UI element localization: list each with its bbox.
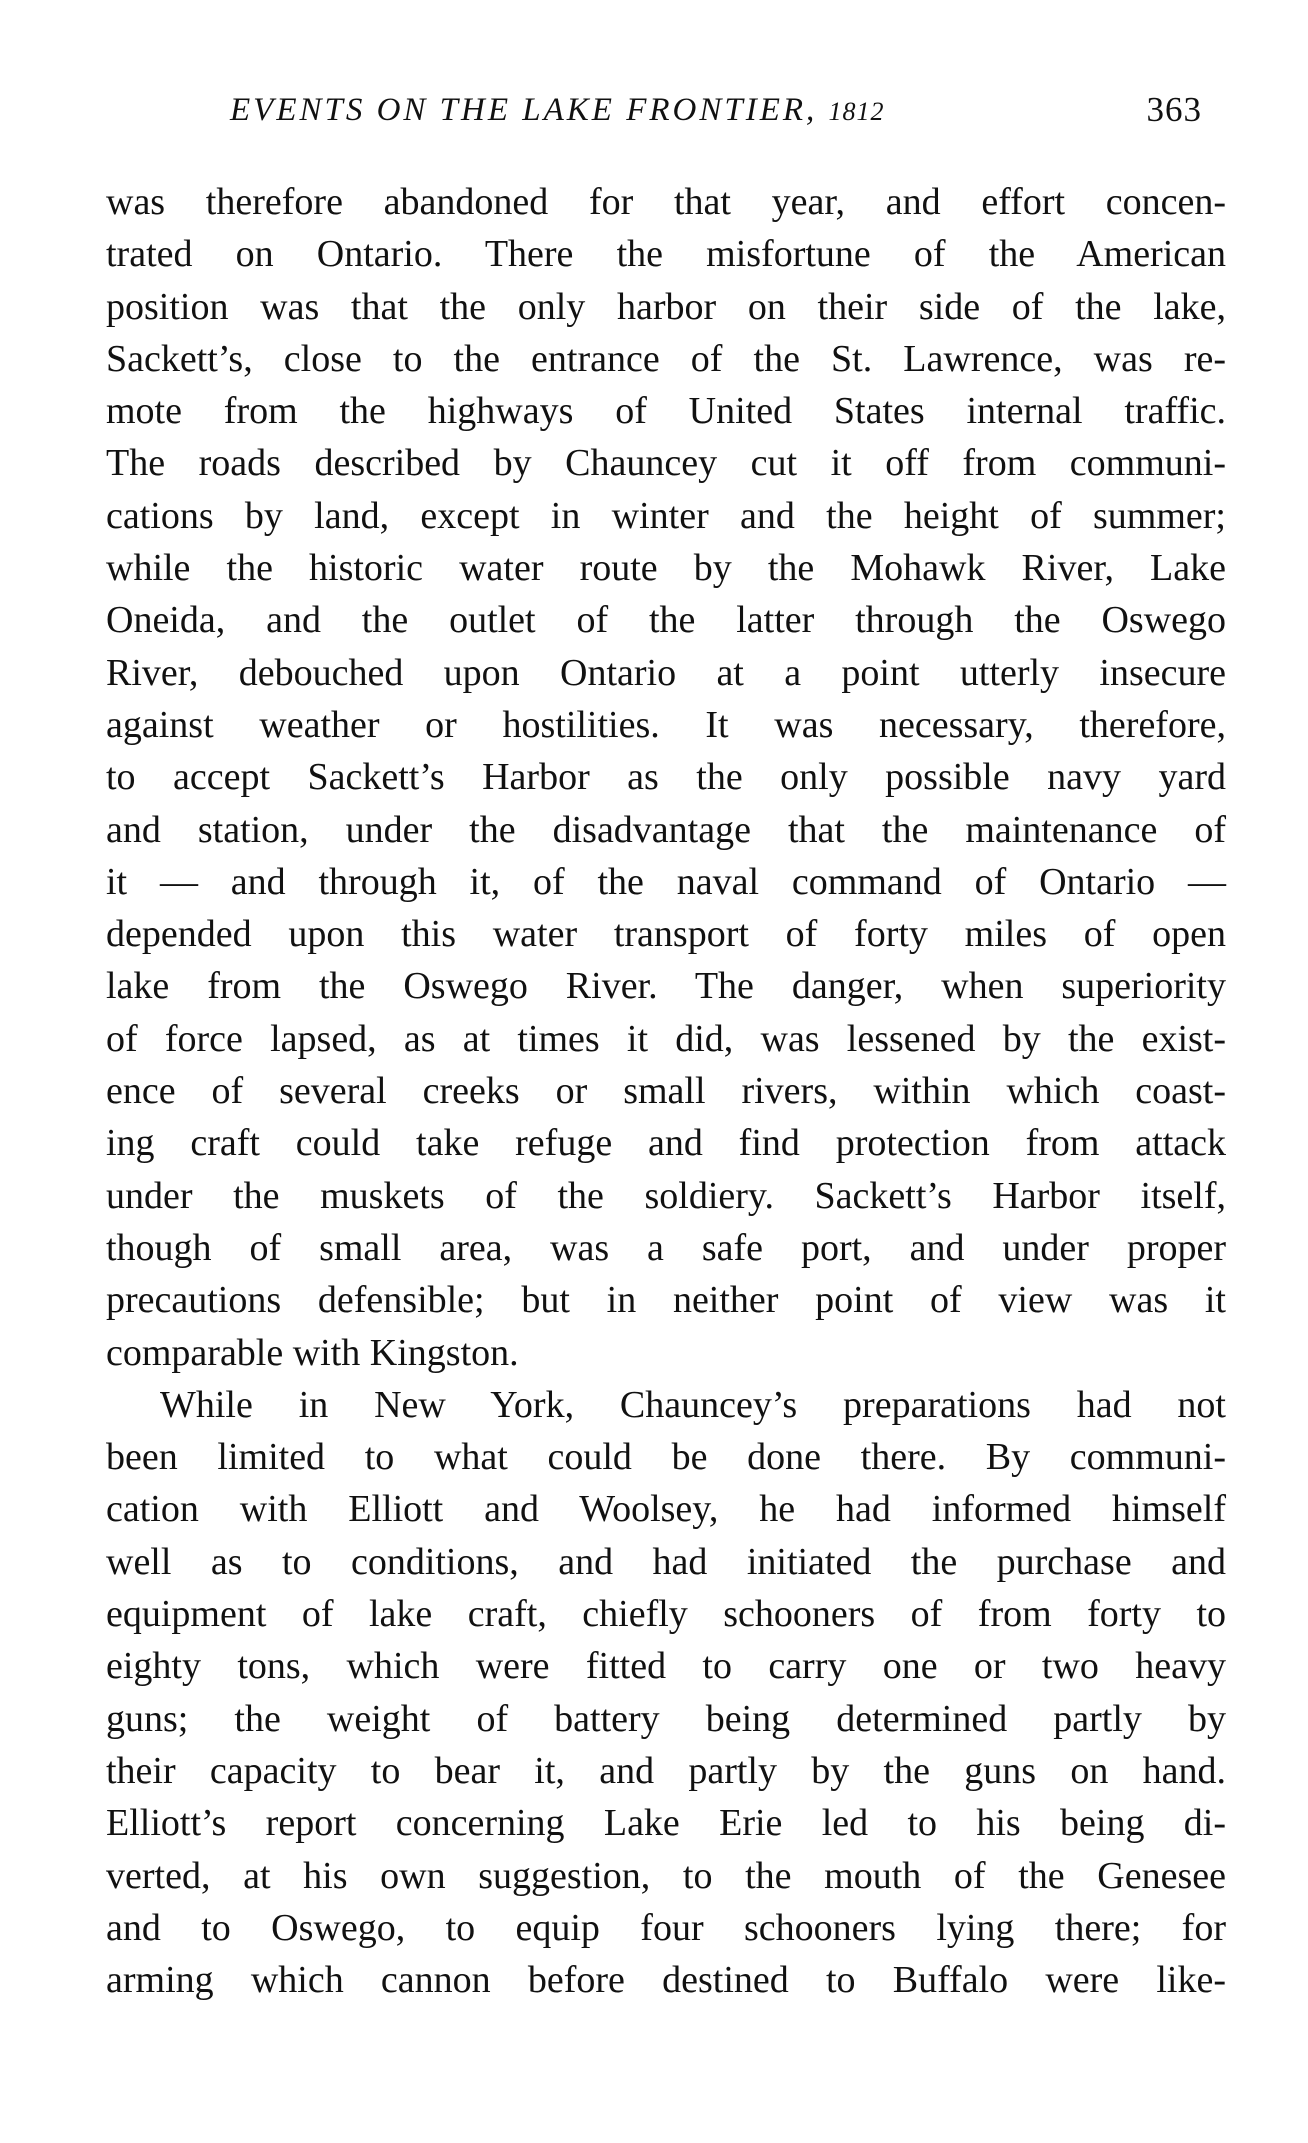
text-line: The roads described by Chauncey cut it off from communi- [106, 442, 1226, 485]
text-line: under the muskets of the soldiery. Sackett’s Harbor itself, [106, 1174, 1226, 1217]
text-line: been limited to what could be done there. By communi- [106, 1436, 1226, 1479]
text-line: and station, under the disadvantage that the maintenance of [106, 808, 1226, 851]
page-number: 363 [1146, 90, 1202, 129]
text-line: equipment of lake craft, chiefly schooners of from forty to [106, 1593, 1226, 1636]
text-line: to accept Sackett’s Harbor as the only possible navy yard [106, 756, 1226, 799]
text-line: their capacity to bear it, and partly by the guns on hand. [106, 1749, 1226, 1792]
running-title-year: 1812 [828, 97, 885, 126]
text-line: comparable with Kingston. [106, 1331, 519, 1374]
text-line: mote from the highways of United States internal traffic. [106, 390, 1226, 433]
text-line: ing craft could take refuge and find protection from attack [106, 1122, 1226, 1165]
text-line: While in New York, Chauncey’s preparations had not [160, 1383, 1226, 1426]
text-line: though of small area, was a safe port, and under proper [106, 1226, 1226, 1269]
text-line: position was that the only harbor on their side of the lake, [106, 285, 1226, 328]
text-line: eighty tons, which were fitted to carry one or two heavy [106, 1645, 1226, 1688]
text-line: cation with Elliott and Woolsey, he had informed himself [106, 1488, 1226, 1531]
text-line: while the historic water route by the Mohawk River, Lake [106, 547, 1226, 590]
text-line: and to Oswego, to equip four schooners lying there; for [106, 1906, 1226, 1949]
text-line: Elliott’s report concerning Lake Erie led to his being di- [106, 1802, 1226, 1845]
running-head [230, 92, 1220, 142]
text-line: Sackett’s, close to the entrance of the St. Lawrence, was re- [106, 337, 1226, 380]
text-line: it — and through it, of the naval command of Ontario — [106, 860, 1226, 903]
text-line: River, debouched upon Ontario at a point utterly insecure [106, 651, 1226, 694]
text-line: Oneida, and the outlet of the latter through the Oswego [106, 599, 1226, 642]
paragraph-1 [106, 176, 1226, 1379]
text-line: depended upon this water transport of forty miles of open [106, 913, 1226, 956]
text-line: precautions defensible; but in neither point of view was it [106, 1279, 1226, 1322]
paragraph-2 [106, 1379, 1226, 2007]
text-line: of force lapsed, as at times it did, was lessened by the exist- [106, 1017, 1226, 1060]
text-line: ence of several creeks or small rivers, within which coast- [106, 1070, 1226, 1113]
text-line: trated on Ontario. There the misfortune of the American [106, 233, 1226, 276]
text-line: guns; the weight of battery being determined partly by [106, 1697, 1226, 1740]
running-title-text: EVENTS ON THE LAKE FRONTIER, [230, 92, 818, 128]
body-text [106, 176, 1226, 2006]
text-line: well as to conditions, and had initiated the purchase and [106, 1540, 1226, 1583]
running-title [230, 92, 885, 129]
text-line: arming which cannon before destined to Buffalo were like- [106, 1959, 1226, 2002]
text-line: against weather or hostilities. It was necessary, therefore, [106, 703, 1226, 746]
text-line: lake from the Oswego River. The danger, when superiority [106, 965, 1226, 1008]
text-line: verted, at his own suggestion, to the mouth of the Genesee [106, 1854, 1226, 1897]
text-line: was therefore abandoned for that year, and effort concen- [106, 181, 1226, 223]
text-line: cations by land, except in winter and the height of summer; [106, 494, 1226, 537]
